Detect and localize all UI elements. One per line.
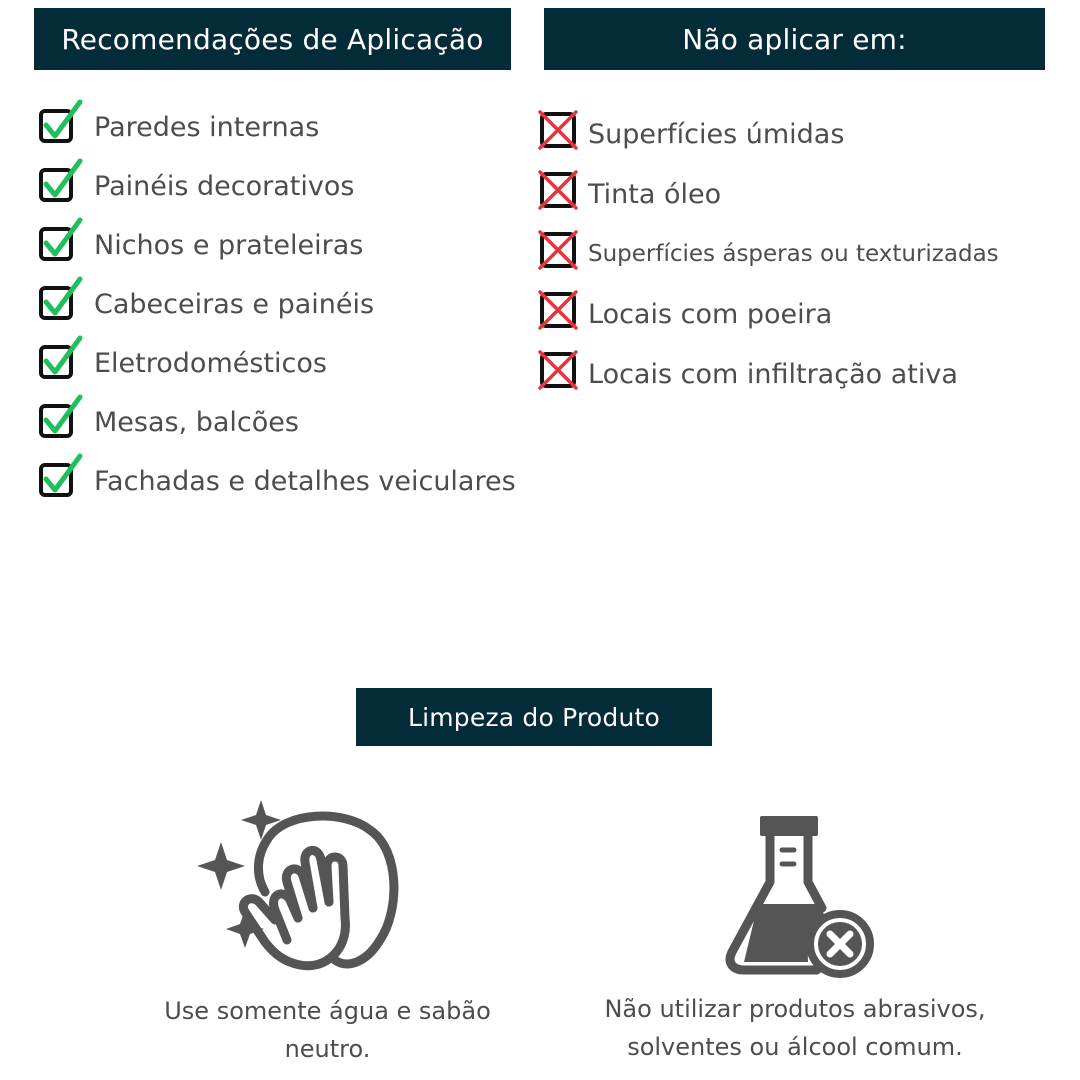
list-item xyxy=(38,98,516,157)
checkbox-check-icon xyxy=(38,217,84,263)
checkbox-cross-icon xyxy=(537,109,579,151)
do-not-apply-list xyxy=(537,104,999,404)
list-item xyxy=(537,104,999,164)
cleaning-left-line1: Use somente água e sabão xyxy=(164,997,491,1025)
checkbox-cross-icon xyxy=(537,169,579,211)
recommendations-title: Recomendações de Aplicação xyxy=(61,22,484,56)
checkbox-cross-icon xyxy=(537,289,579,331)
checkbox-check-icon xyxy=(38,276,84,322)
recommendation-label: Fachadas e detalhes veiculares xyxy=(94,466,516,497)
do-not-apply-label: Locais com poeira xyxy=(588,298,833,330)
list-item xyxy=(537,164,999,224)
cleaning-title: Limpeza do Produto xyxy=(407,702,661,732)
recommendation-label: Mesas, balcões xyxy=(94,407,299,438)
recommendation-label: Nichos e prateleiras xyxy=(94,230,364,261)
list-item xyxy=(537,284,999,344)
cleaning-right-caption xyxy=(580,990,1010,1066)
cleaning-left-line2: neutro. xyxy=(284,1035,371,1063)
cleaning-right-line1: Não utilizar produtos abrasivos, xyxy=(604,995,986,1023)
list-item xyxy=(38,334,516,393)
do-not-apply-label: Superfícies ásperas ou texturizadas xyxy=(588,241,999,267)
checkbox-check-icon xyxy=(38,453,84,499)
do-not-apply-header xyxy=(544,8,1045,70)
cleaning-right-line2: solventes ou álcool comum. xyxy=(627,1033,963,1061)
do-not-apply-label: Tinta óleo xyxy=(588,178,722,210)
cleaning-left-caption xyxy=(130,992,525,1068)
flask-no-chemicals-icon xyxy=(722,812,882,982)
checkbox-cross-icon xyxy=(537,229,579,271)
checkbox-cross-icon xyxy=(537,349,579,391)
do-not-apply-label: Superfícies úmidas xyxy=(588,118,845,150)
list-item xyxy=(38,393,516,452)
list-item xyxy=(537,224,999,284)
list-item xyxy=(38,216,516,275)
recommendations-header xyxy=(34,8,511,70)
list-item xyxy=(38,452,516,511)
cleaning-header xyxy=(356,688,712,746)
checkbox-check-icon xyxy=(38,335,84,381)
recommendation-label: Paredes internas xyxy=(94,112,320,143)
do-not-apply-label: Locais com infiltração ativa xyxy=(588,358,958,390)
recommendations-list xyxy=(38,98,516,511)
checkbox-check-icon xyxy=(38,394,84,440)
recommendation-label: Cabeceiras e painéis xyxy=(94,289,375,320)
list-item xyxy=(537,344,999,404)
list-item xyxy=(38,157,516,216)
recommendation-label: Eletrodomésticos xyxy=(94,348,327,379)
checkbox-check-icon xyxy=(38,158,84,204)
hand-wipe-sparkle-icon xyxy=(195,800,405,975)
checkbox-check-icon xyxy=(38,99,84,145)
do-not-apply-title: Não aplicar em: xyxy=(682,22,907,56)
recommendation-label: Painéis decorativos xyxy=(94,171,355,202)
list-item xyxy=(38,275,516,334)
